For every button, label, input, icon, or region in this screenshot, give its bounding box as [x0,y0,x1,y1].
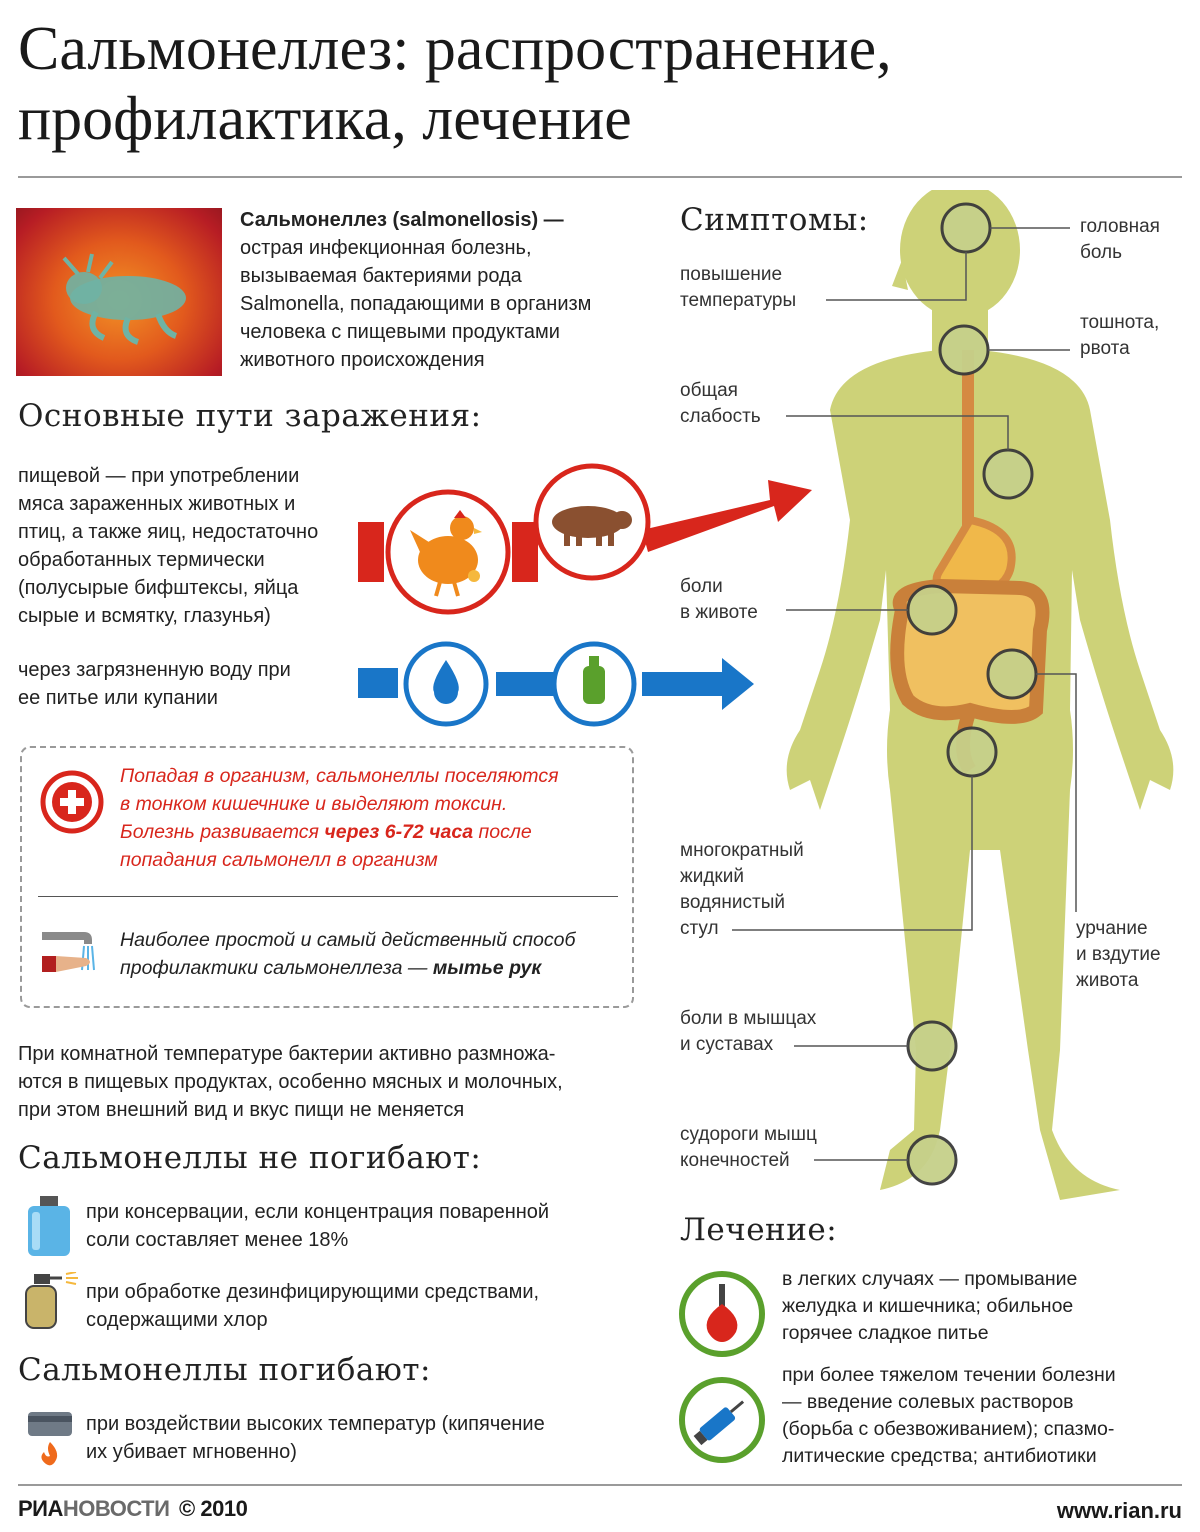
title-divider [18,176,1182,178]
incubation-period: через 6-72 часа [324,821,474,843]
symptom-label: рвота [1080,338,1130,359]
intro-term: Сальмонеллез (salmonellosis) — [240,209,564,231]
symptom-weakness [680,378,761,430]
symptom-bloating [1076,916,1161,994]
symptom-label: головная [1080,216,1160,237]
intro-line: Salmonella, попадающими в организм [240,293,592,315]
food-route-line: сырые и всмятку, глазунья) [18,605,271,627]
intro-line: вызываемая бактериями рода [240,265,522,287]
symptom-diarrhea [680,838,804,942]
logo-part: НОВОСТИ [62,1496,170,1521]
bloating-marker [988,650,1036,698]
room-temperature-line: при этом внешний вид и вкус пищи не меняется [18,1099,465,1121]
symptom-label: живота [1076,970,1139,991]
infection-routes-heading: Основные пути заражения: [18,398,482,434]
hand-washing-note [120,926,630,982]
incubation-period-line [120,818,620,846]
treatment-line: в легких случаях — промывание [782,1268,1078,1290]
symptom-label: и суставах [680,1034,774,1055]
hand-washing-line [120,954,630,982]
red-band-start [358,522,384,582]
blue-band-start [358,668,398,698]
die-item-heat [86,1410,646,1466]
symptom-label: конечностей [680,1150,790,1171]
water-route-line: ее питье или купании [18,687,218,709]
symptom-label: боли в мышцах [680,1008,817,1029]
food-route-line: птиц, а также яиц, недостаточно [18,521,319,543]
symptom-label: общая [680,380,738,401]
treatment-line: при более тяжелом течении болезни [782,1364,1116,1386]
not-die-heading: Сальмонеллы не погибают: [18,1140,482,1176]
page-title: Сальмонеллез: распространение, профилактика, лечение [18,15,892,153]
bacteria-icon [16,208,222,376]
symptoms-heading: Симптомы: [680,202,869,238]
die-line: при воздействии высоких температур (кипячение [86,1413,545,1435]
cramps-marker [908,1136,956,1184]
not-die-item-chlorine [86,1278,646,1334]
treatment-severe [782,1362,1182,1470]
boiling-pot-icon [24,1408,76,1468]
symptom-label: жидкий [680,866,744,887]
symptom-label: тошнота, [1080,312,1160,333]
not-die-line: при консервации, если концентрация поваренной [86,1201,550,1223]
symptom-label: боли [680,576,723,597]
site-link[interactable]: www.rian.ru [1056,1498,1182,1523]
food-route-line: мяса зараженных животных и [18,493,296,515]
note-divider [38,896,618,897]
room-temperature-line: ются в пищевых продуктах, особенно мясных и молочных, [18,1071,563,1093]
treatment-line: — введение солевых растворов [782,1391,1074,1413]
treatment-line: горячее сладкое питье [782,1322,989,1344]
medical-cross-icon [38,768,106,836]
die-heading: Сальмонеллы погибают: [18,1352,431,1388]
symptom-label: боль [1080,242,1123,263]
treatment-line: литические средства; антибиотики [782,1445,1097,1467]
hand-washing-text: профилактики сальмонеллеза — [120,957,433,979]
symptom-label: и вздутие [1076,944,1161,965]
symptom-abdominal-pain [680,574,758,626]
syringe-icon [676,1374,768,1466]
incubation-line: Попадая в организм, сальмонеллы поселяются [120,765,559,787]
symptom-cramps [680,1122,817,1174]
treatment-line: (борьба с обезвоживанием); спазмо- [782,1418,1115,1440]
not-die-item-preserving [86,1198,646,1254]
food-route-text [18,462,358,630]
symptom-label: урчание [1076,918,1148,939]
nausea-marker [940,326,988,374]
symptom-label: температуры [680,290,797,311]
food-route-line: (полусырые бифштексы, яйца [18,577,299,599]
hand-washing-line: Наиболее простой и самый действенный способ [120,929,576,951]
treatment-heading: Лечение: [680,1212,838,1248]
symptom-label: судороги мышц [680,1124,817,1145]
intro-line: острая инфекционная болезнь, [240,237,532,259]
rian-logo [18,1496,247,1522]
incubation-line: попадания сальмонелл в организм [120,849,438,871]
salt-jar-icon [24,1194,74,1258]
symptom-muscle-pain [680,1006,816,1058]
weakness-marker [984,450,1032,498]
not-die-line: содержащими хлор [86,1309,268,1331]
not-die-line: при обработке дезинфицирующими средствами, [86,1281,540,1303]
bacteria-image [16,208,222,376]
logo-part: РИА [18,1496,63,1521]
food-route-line: пищевой — при употреблении [18,465,300,487]
treatment-mild [782,1266,1182,1347]
not-die-line: соли составляет менее 18% [86,1229,349,1251]
symptom-fever [680,262,796,314]
symptom-label: повышение [680,264,783,285]
water-route-line: через загрязненную воду при [18,659,291,681]
intro-line: человека с пищевыми продуктами [240,321,560,343]
room-temperature-text [18,1040,658,1124]
water-route-text [18,656,358,712]
abdominal-pain-marker [908,586,956,634]
incubation-note [120,762,620,874]
copyright: © 2010 [179,1496,248,1521]
symptom-label: стул [680,918,719,939]
intro-line: животного происхождения [240,349,485,371]
symptom-label: слабость [680,406,761,427]
die-line: их убивает мгновенно) [86,1441,297,1463]
symptom-label: водянистый [680,892,785,913]
footer-divider [18,1484,1182,1486]
muscle-pain-marker [908,1022,956,1070]
blue-band-link [496,672,554,696]
enema-icon [676,1268,768,1360]
symptom-label: в животе [680,602,758,623]
food-route-line: обработанных термически [18,549,265,571]
incubation-text: после [473,821,532,843]
room-temperature-line: При комнатной температуре бактерии активно размножа- [18,1043,556,1065]
treatment-line: желудка и кишечника; обильное [782,1295,1074,1317]
diarrhea-marker [948,728,996,776]
spray-bottle-icon [20,1272,80,1330]
incubation-line: в тонком кишечнике и выделяют токсин. [120,793,508,815]
hand-washing-icon [36,922,106,980]
incubation-text: Болезнь развивается [120,821,325,843]
symptom-label: многократный [680,840,804,861]
symptom-headache [1080,214,1160,266]
headache-marker [942,204,990,252]
hand-washing-emphasis: мытье рук [432,957,542,979]
symptom-nausea [1080,310,1159,362]
intro-definition [240,206,640,374]
red-band-link [512,522,538,582]
